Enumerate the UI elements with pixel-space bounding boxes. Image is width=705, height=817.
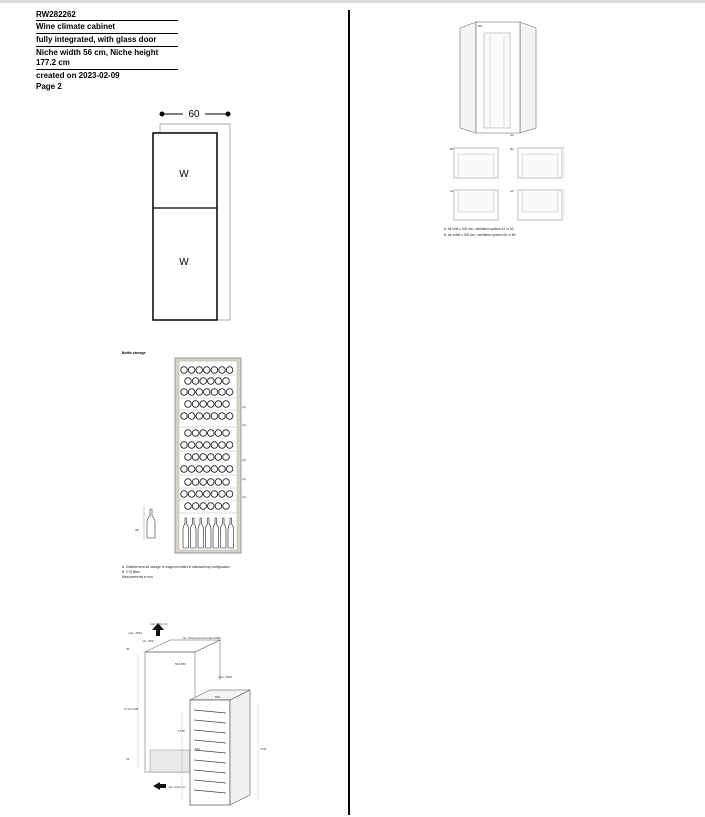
stored-bottle: [196, 389, 203, 396]
stored-bottle: [181, 491, 188, 498]
stored-bottle: [211, 466, 218, 473]
stored-bottle: [196, 491, 203, 498]
installation-dimension-drawing: [120, 610, 270, 810]
option-a2: [510, 188, 564, 220]
stored-bottle: [223, 479, 230, 486]
option-b2: [510, 146, 564, 178]
stored-bottle: [188, 389, 195, 396]
bottle-storage-title: Bottle storage: [122, 351, 146, 355]
stored-bottle: [204, 413, 211, 420]
stored-bottle: [208, 401, 215, 408]
stored-bottle: [200, 401, 207, 408]
stored-bottle: [226, 491, 233, 498]
stored-bottle: [219, 491, 226, 498]
page-number: Page 2: [36, 82, 62, 91]
stored-bottle: [223, 401, 230, 408]
ventilation-diagram: [440, 18, 580, 243]
dim-max-2600: max. 2600: [218, 675, 233, 679]
dim-min-area-top: min. 200 cm²: [150, 622, 168, 626]
stored-bottle: [226, 442, 233, 449]
stored-bottle: [188, 413, 195, 420]
vent-b2: B2: [510, 147, 514, 151]
stored-bottle: [226, 367, 233, 374]
dim-max-2640: max. 2640: [128, 631, 143, 635]
viewer-top-bar: [0, 0, 705, 3]
stored-bottle: [185, 430, 192, 437]
zone-upper-label: W: [179, 169, 189, 180]
stored-bottle: [181, 367, 188, 374]
stored-bottle: [215, 430, 222, 437]
created-date: created on 2023-02-09: [36, 69, 178, 82]
front-view-diagram: [140, 100, 250, 325]
stored-bottle: [192, 378, 199, 385]
vent-a1: A1: [450, 189, 454, 193]
stored-bottle: [204, 389, 211, 396]
stored-bottle: [215, 378, 222, 385]
stored-bottle: [208, 503, 215, 510]
stored-bottle: [208, 454, 215, 461]
dim-550: 550: [215, 695, 221, 699]
stored-bottle: [211, 491, 218, 498]
stored-bottle: [223, 430, 230, 437]
stored-bottle: [211, 413, 218, 420]
stored-bottle: [219, 389, 226, 396]
stored-bottle: [192, 454, 199, 461]
stored-bottle: [215, 454, 222, 461]
dim-1755: 1755: [178, 729, 185, 733]
product-name: Wine climate cabinet: [36, 20, 178, 33]
stored-bottle: [185, 378, 192, 385]
stored-bottle: [204, 466, 211, 473]
stored-bottle: [181, 466, 188, 473]
stored-bottle: [215, 401, 222, 408]
stored-bottle: [185, 503, 192, 510]
stored-bottle: [196, 466, 203, 473]
vent-a2: A2: [510, 189, 514, 193]
dim-40: 40: [126, 647, 130, 651]
stored-bottle: [223, 378, 230, 385]
option-a1: [450, 189, 498, 220]
stored-bottle: [211, 389, 218, 396]
stored-bottle: [185, 454, 192, 461]
stored-bottle: [226, 466, 233, 473]
stored-bottle: [204, 491, 211, 498]
stored-bottle: [181, 389, 188, 396]
stored-bottle: [192, 479, 199, 486]
stored-bottle: [181, 413, 188, 420]
zone-lower-label: W: [179, 257, 189, 268]
stored-bottle: [188, 491, 195, 498]
callouts-a: [242, 405, 246, 499]
callout-a-4: (A): [242, 477, 246, 481]
dim-1772-1788: 1772-1788: [124, 707, 139, 711]
dim-min-560: min. 560: [142, 639, 154, 643]
stored-bottle: [208, 430, 215, 437]
stored-bottle: [200, 479, 207, 486]
document-header: [36, 10, 178, 92]
vent-b1: B1: [450, 147, 454, 151]
vent-label-b: (B): [478, 24, 482, 28]
stored-bottle: [208, 378, 215, 385]
stored-bottle: [219, 413, 226, 420]
stored-bottle: [196, 413, 203, 420]
stored-bottle: [211, 367, 218, 374]
stored-bottle: [185, 401, 192, 408]
installation-type: fully integrated, with glass door: [36, 33, 178, 46]
stored-bottle: [219, 367, 226, 374]
stored-bottle: [211, 442, 218, 449]
niche-dimensions: Niche width 56 cm, Niche height 177.2 cm: [36, 46, 178, 69]
stored-bottle: [215, 479, 222, 486]
stored-bottle: [219, 466, 226, 473]
dim-1761: 1761: [260, 747, 267, 751]
stored-bottle: [200, 503, 207, 510]
bottle-storage-diagram: [120, 348, 250, 580]
vent-note-b: B: Air outlet ≥ 200 cm², ventilation options B1 or B2: [444, 233, 516, 237]
stored-bottle: [219, 442, 226, 449]
stored-bottle: [226, 389, 233, 396]
stored-bottle: [204, 367, 211, 374]
stored-bottle: [204, 442, 211, 449]
callout-b: (B): [135, 528, 139, 532]
stored-bottle: [181, 442, 188, 449]
dim-min-area-bottom: min. 200 cm²: [168, 785, 186, 789]
stored-bottle: [188, 442, 195, 449]
stored-bottle: [200, 378, 207, 385]
column-divider: [348, 10, 350, 815]
stored-bottle: [196, 442, 203, 449]
dim-544: 544: [195, 747, 201, 751]
caption-a: A: Suitable area for storage of magnum bottles in standard tray configuration: [122, 565, 230, 569]
stored-bottle: [185, 479, 192, 486]
stored-bottle: [200, 430, 207, 437]
stored-bottle: [188, 466, 195, 473]
stored-bottle: [192, 401, 199, 408]
dim-rec-560: min. 560 (recommended 560): [182, 636, 222, 640]
callout-a-2: (A): [242, 423, 246, 427]
stored-bottle: [188, 367, 195, 374]
stored-bottle: [215, 503, 222, 510]
stored-bottle: [200, 454, 207, 461]
vent-note-a: A: Air inlet ≥ 200 cm², ventilation options A1 or A2: [444, 227, 514, 231]
stored-bottle: [208, 479, 215, 486]
stored-bottle: [196, 367, 203, 374]
stored-bottle: [223, 454, 230, 461]
stored-bottle: [192, 503, 199, 510]
callout-a-3: (A): [242, 458, 246, 462]
option-b1: [450, 147, 498, 178]
callout-a-1: (A): [242, 405, 246, 409]
stored-bottle: [223, 503, 230, 510]
stored-bottle: [226, 413, 233, 420]
dim-23: 23: [126, 757, 130, 761]
model-number: RW282262: [36, 10, 76, 19]
width-label: 60: [188, 109, 200, 120]
dim-560-550: 560-550: [175, 662, 187, 666]
callout-a-5: (A): [242, 495, 246, 499]
vent-label-a: (A): [510, 133, 514, 137]
caption-b: B: 0.75 litres: [122, 570, 140, 574]
caption-units: Measurements in mm: [122, 575, 153, 579]
stored-bottle: [192, 430, 199, 437]
